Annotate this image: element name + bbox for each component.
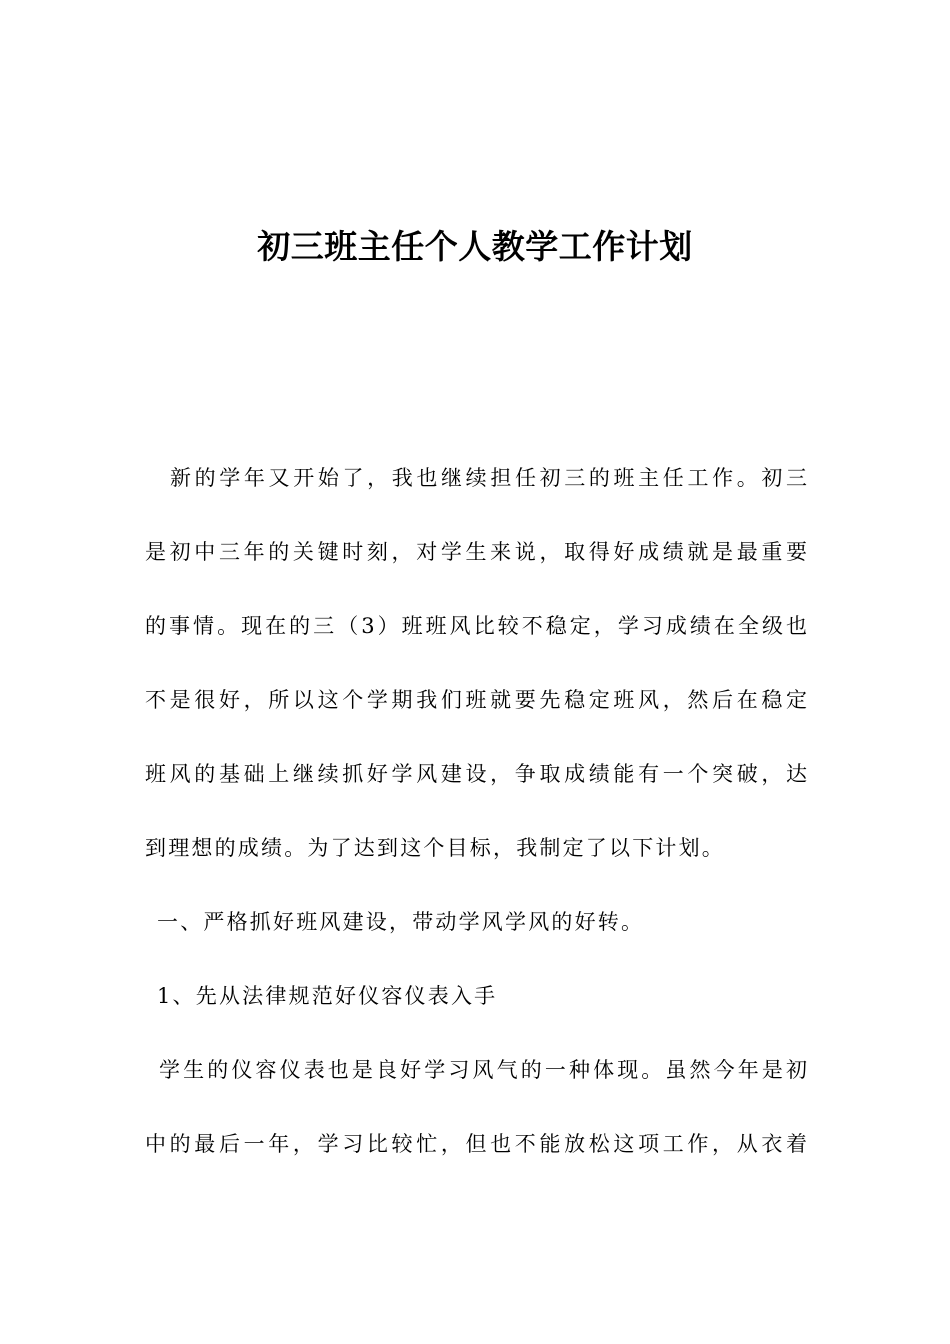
paragraph-line: 到理想的成绩。为了达到这个目标，我制定了以下计划。 — [145, 836, 725, 860]
subsection-heading: 1、先从法律规范好仪容仪表入手 — [157, 984, 498, 1008]
paragraph-line: 学生的仪容仪表也是良好学习风气的一种体现。虽然今年是初 — [159, 1058, 807, 1082]
paragraph-line: 新的学年又开始了，我也继续担任初三的班主任工作。初三 — [170, 466, 807, 490]
paragraph-line: 的事情。现在的三（3）班班风比较不稳定，学习成绩在全级也 — [145, 614, 807, 638]
paragraph-line: 不是很好，所以这个学期我们班就要先稳定班风，然后在稳定 — [145, 688, 807, 712]
section-heading: 一、严格抓好班风建设，带动学风学风的好转。 — [157, 910, 645, 934]
document-title: 初三班主任个人教学工作计划 — [257, 227, 693, 266]
paragraph-line: 中的最后一年，学习比较忙，但也不能放松这项工作，从衣着 — [145, 1132, 807, 1156]
paragraph-line: 是初中三年的关键时刻，对学生来说，取得好成绩就是最重要 — [145, 540, 807, 564]
paragraph-line: 班风的基础上继续抓好学风建设，争取成绩能有一个突破，达 — [145, 762, 807, 786]
